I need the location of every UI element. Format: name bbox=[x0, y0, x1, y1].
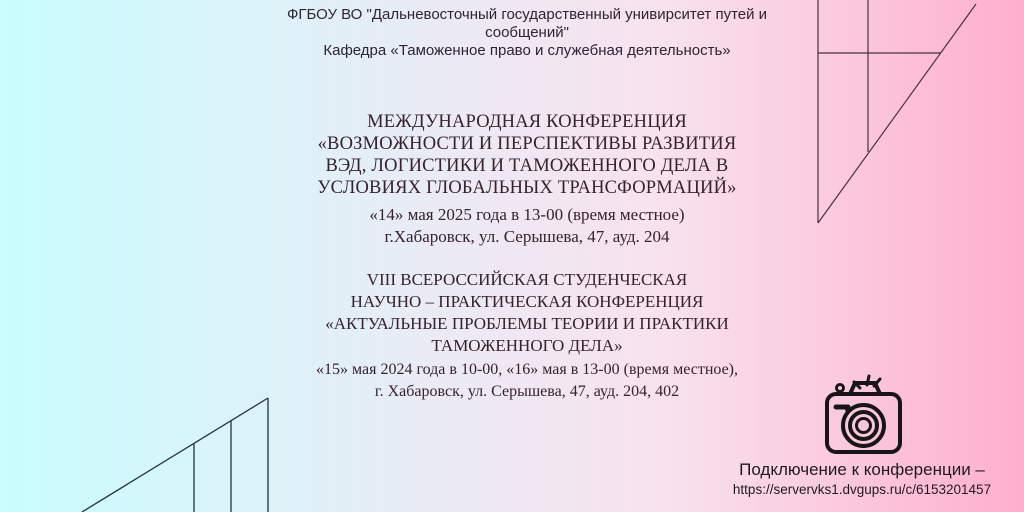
conference1-title-line: «ВОЗМОЖНОСТИ И ПЕРСПЕКТИВЫ РАЗВИТИЯ bbox=[317, 134, 737, 154]
conference1-title-line: МЕЖДУНАРОДНАЯ КОНФЕРЕНЦИЯ bbox=[367, 112, 687, 132]
department-name: Кафедра «Таможенное право и служебная деятельность» bbox=[323, 42, 731, 59]
conference2-title-line: НАУЧНО – ПРАКТИЧЕСКАЯ КОНФЕРЕНЦИЯ bbox=[350, 292, 704, 311]
connection-url-link[interactable]: https://servervks1.dvgups.ru/c/6153201457 bbox=[732, 482, 992, 497]
conference2-title-line: VIII ВСЕРОССИЙСКАЯ СТУДЕНЧЕСКАЯ bbox=[366, 270, 688, 289]
university-name-line1: ФГБОУ ВО "Дальневосточный государственный унивирситет путей и bbox=[286, 6, 768, 23]
connection-info bbox=[722, 373, 1002, 498]
university-header bbox=[30, 0, 1024, 60]
university-name-line2: сообщений" bbox=[485, 24, 569, 41]
conference1-schedule bbox=[30, 204, 1024, 248]
conference2-datetime: «15» мая 2024 года в 10-00, «16» мая в 13-00 (время местное), bbox=[315, 361, 739, 378]
conference2-address: г. Хабаровск, ул. Серышева, 47, ауд. 204, 402 bbox=[374, 383, 680, 400]
conference2-title-line: «АКТУАЛЬНЫЕ ПРОБЛЕМЫ ТЕОРИИ И ПРАКТИКИ bbox=[325, 314, 729, 333]
conference1-title-line: ВЭД, ЛОГИСТИКИ И ТАМОЖЕННОГО ДЕЛА В bbox=[325, 156, 729, 176]
conference1-title-line: УСЛОВИЯХ ГЛОБАЛЬНЫХ ТРАНСФОРМАЦИЙ» bbox=[317, 178, 737, 198]
conference2-title-line: ТАМОЖЕННОГО ДЕЛА» bbox=[431, 336, 623, 355]
conference1-address: г.Хабаровск, ул. Серышева, 47, ауд. 204 bbox=[384, 227, 670, 246]
conference1-datetime: «14» мая 2025 года в 13-00 (время местное) bbox=[369, 205, 685, 224]
conference1-title bbox=[30, 111, 1024, 199]
conference2-title bbox=[30, 269, 1024, 357]
camera-icon bbox=[822, 373, 902, 457]
connection-label: Подключение к конференции – bbox=[739, 460, 985, 479]
